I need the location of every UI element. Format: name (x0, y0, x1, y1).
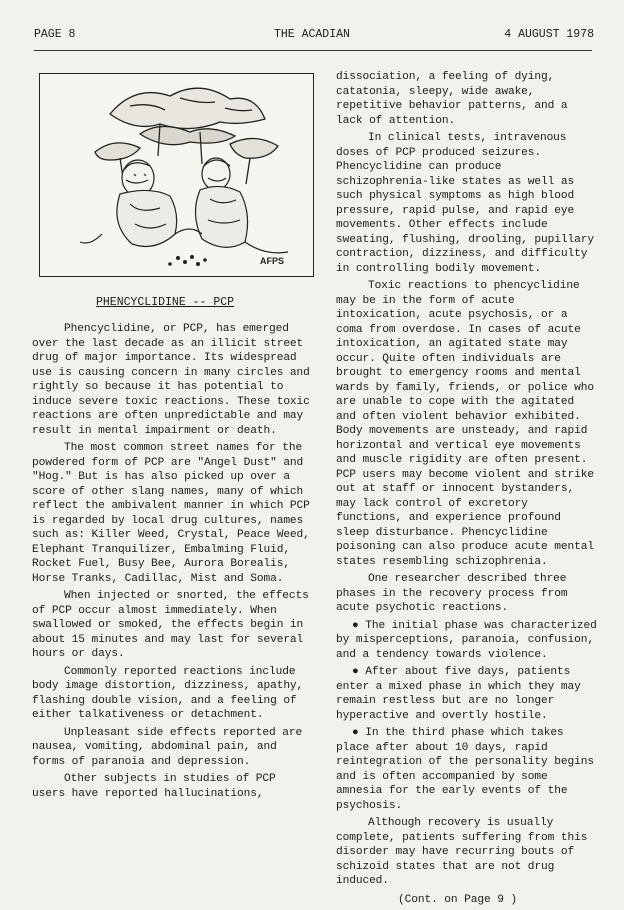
illustration-credit: AFPS (260, 256, 285, 266)
illustration-drawing (40, 74, 313, 276)
paragraph: Toxic reactions to phencyclidine may be in the form of acute intoxication, acute psychosis, or a coma from overdose. In cases of acute intoxication, an agitated state may occur. Quite often individuals are brought to emergency rooms and mental wards by family, friends, or police who are unable to cope with the agitated and often violent behavior exhibited. Body movements are unsteady, and rapid horizontal and vertical eye movements and muscle rigidity are often present. PCP users may become violent and strike out at staff or innocent bystanders, may lack control of excretory functions, and experience profound sleep disturbance. Phencyclidine poisoning can also produce acute mental states resembling schizophrenia. (336, 280, 594, 568)
paragraph: Phencyclidine, or PCP, has emerged over the last decade as an illicit street drug of major importance. Its widespread use is causing concern in many circles and rightly so because it has potential to induce severe toxic reactions. These toxic reactions are often unpredictable and may result in mental impairment or death. (32, 323, 310, 437)
bullet-paragraph: ● After about five days, patients enter a mixed phase in which they may remain restless but are no longer hyperactive and overtly hostile. (336, 666, 581, 722)
left-column (32, 322, 312, 804)
page-header (34, 28, 594, 48)
bullet-paragraph: ● In the third phase which takes place after about 10 days, rapid reintegration of the personality begins and is often accompanied by some amnesia for the early events of the psychosis. (336, 727, 594, 812)
paragraph: In clinical tests, intravenous doses of PCP produced seizures. Phencyclidine can produce schizophrenia-like states as well as such physical symptoms as high blood pressure, rapid pulse, and rapid eye movements. Other effects include sweating, flushing, drooling, pupillary contraction, dizziness, and difficulty in controlling bodily movement. (336, 132, 594, 275)
newspaper-title: THE ACADIAN (274, 28, 350, 41)
article-title: PHENCYCLIDINE -- PCP (96, 296, 235, 309)
paragraph: dissociation, a feeling of dying, catatonia, sleepy, wide awake, repetitive behavior patterns, and a lack of attention. (336, 71, 568, 127)
bullet-paragraph: ● The initial phase was characterized by misperceptions, paranoia, confusion, and a tendency towards violence. (336, 619, 597, 661)
issue-date: 4 AUGUST 1978 (504, 28, 594, 41)
paragraph: Commonly reported reactions include body image distortion, dizziness, apathy, flashing double vision, and a feeling of either talkativeness or detachment. (32, 665, 304, 721)
header-rule (34, 50, 592, 51)
paragraph: When injected or snorted, the effects of PCP occur almost immediately. When swallowed or smoked, the effects begin in about 15 minutes and may last for several hours or days. (32, 590, 309, 660)
paragraph: The most common street names for the powdered form of PCP are "Angel Dust" and "Hog." But is has also picked up over a score of other slang names, many of which reflect the ambivalent manner in which PCP is regarded by local drug cultures, names such as: Killer Weed, Crystal, Peace Weed, Elephant Tranquilizer, Embalming Fluid, Rocket Fuel, Busy Bee, Aurora Borealis, Horse Tranks, Cadillac, Mist and Soma. (32, 442, 310, 585)
paragraph: Although recovery is usually complete, patients suffering from this disorder may have recurring bouts of schizoid states that are not drug induced. (336, 817, 588, 887)
continuation-note: (Cont. on Page 9 ) (398, 893, 518, 906)
right-column (336, 70, 598, 910)
page-number: PAGE 8 (34, 28, 76, 41)
paragraph: Unpleasant side effects reported are nausea, vomiting, abdominal pain, and forms of paranoia and depression. (32, 726, 303, 768)
article-illustration (39, 73, 314, 277)
paragraph: One researcher described three phases in the recovery process from acute psychotic reactions. (336, 573, 568, 614)
paragraph: Other subjects in studies of PCP users have reported hallucinations, (32, 773, 276, 800)
